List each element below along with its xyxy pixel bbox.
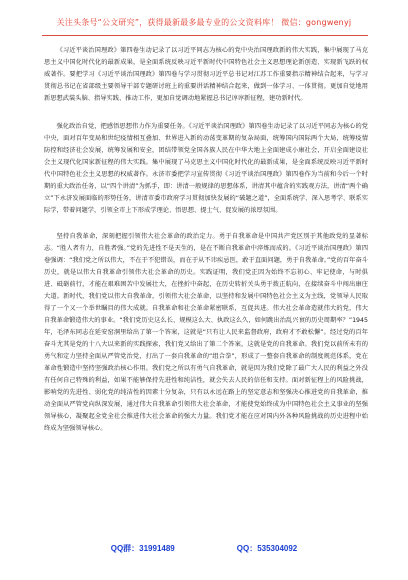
page-footer [0,540,408,556]
paragraph-2-text: 《习近平谈治国理政》第四卷生动记录了以习近平同志为核心的党中央，面对百年变局和世纪疫情相互叠加、世界进入新的动荡变革期的复杂局面，统筹国内国际两个大局，统筹疫情防控和经济社会发展，统筹发展和安全，团结带领党全国各族人民在中华大地上全面建成小康社会，开启全面建设社会主义现代化国家新征程的伟大实践。集中展现了马克思主义中国化时代化的最新成果，是全面系统反映习近平新时代中国特色社会主义思想的权威著作。永济市委把学习宣传贯彻《习近平谈治国理政》第四卷作为当前和今后一个时期的重大政治任务，以“四个讲清”为抓手，即：讲清一般规律的思想体系，讲清其中蕴含的实践观方法，讲清“两个确立”下永济发展面临的形势任务，讲清市委市政府学习贯彻加快发展的“破题之道”，全面系统学、深入思考学、联系实际学，带着问题学，引领全市上下形成学理论、悟思想、提士气、促发展的浓厚氛围。 [44,123,369,214]
paragraph-2-lead: 强化政治自觉，把感悟思想伟力作为重要任务。 [56,123,189,130]
page-header [0,0,408,44]
footer-qq-group: QQ群：31991489 [110,543,175,553]
article-body [44,44,368,435]
paragraph-3-lead: 坚持自我革命，深刻把握引领伟大社会革命的政治定力。 [56,233,219,240]
paragraph-political-awareness [44,121,368,217]
paragraph-self-revolution [44,231,368,435]
paragraph-3-text: 勇于自我革命是中国共产党区别于其他政党的显著标志。“胜人者有力，自胜者强。”党的先进性不是天生的，是在不断自我革命中淬炼而成的。《习近平谈治国理政》第四卷强调：“我们党之所以伟大，不在于不犯错误，而在于从不讳疾忌医，敢于直面问题，勇于自我革命。”党的百年奋斗历史，就是以伟大自我革命引领伟大社会革命的历史。实践证明，我们党正因为始终不忘初心、牢记使命，与时俱进、砥砺前行，才能在艰难困苦中发展壮大，在挫折中奋起，在历史转折关头勇于拨正航向，在接续奋斗中闯出康庄大道。新时代，我们党以伟大自我革命，引领伟大社会革命，以坚持和发展中国特色社会主义为主线，党领导人民取得了一个又一个举世瞩目的伟大成就。自我革命和社会革命紧密联系，互促共进。伟大社会革命造就伟大的党，伟大自我革命锻造伟大的事业。“我们党历史这么长、规模这么大、执政这么久，如何跳出治乱兴衰的历史周期率？”1945年，毛泽东同志在延安窑洞里给出了第一个答案，这就是“只有让人民来监督政府，政府才不敢松懈”。经过党的百年奋斗尤其是党的十八大以来新的实践探索，我们党又给出了第二个答案，这就是党的自我革命。我们党以前所未有的勇气和定力坚持全面从严管党治党，打出了一套自我革命的“组合拳”，形成了一整套自我革命的制度规范体系，党在革命性锻造中坚持坚强政治核心作用。我们党之所以有勇气自我革命，就是因为我们党除了最广大人民的利益之外没有任何自己特殊的利益，如果不能够保持先进性和纯洁性，就会失去人民的信任和支持。面对新征程上的风险挑战，影响党的先进性、弱化党的纯洁性的因素十分复杂，只有以永远在路上的坚定意志和坚强决心推进党的自我革命，推动全面从严管党向纵深发展，通过伟大自我革命引领伟大社会革命，才能使党始终成为中国特色社会主义事业的坚强领导核心，凝聚起全党全社会推进伟大社会革命的强大力量。我们党才能在应对国内外各种风险挑战的历史进程中始终成为坚强领导核心。 [44,233,369,432]
header-notice: 关注头条号“公文研究”，获得最新最多最专业的公文资料库！ 微信：gongwenyj [56,17,352,27]
paragraph-intro [44,45,368,105]
footer-qq-contact: QQ：535304092 [236,543,298,553]
paragraph-1-text: 《习近平谈治国理政》第四卷生动记录了以习近平同志为核心的党中央治国理政新的伟大实践，集中展现了马克思主义中国化时代化的最新成果，是全面系统反映习近平新时代中国特色社会主义思想理论新创造、实现新飞跃的权威著作。要把学习《习近平谈治国理政》第四卷与学习贯彻习近平总书记对江苏工作重要指示精神结合起来，与学习贯彻总书记在省部级主要领导干部专题研讨班上的重要讲话精神结合起来，做到一体学习、一体贯彻。更加自觉地用新思想武装头脑、指导实践、推动工作，更加自觉调动地紧握总书记谆谆新征程，建功新时代。 [44,47,368,102]
header-divider [42,35,368,36]
